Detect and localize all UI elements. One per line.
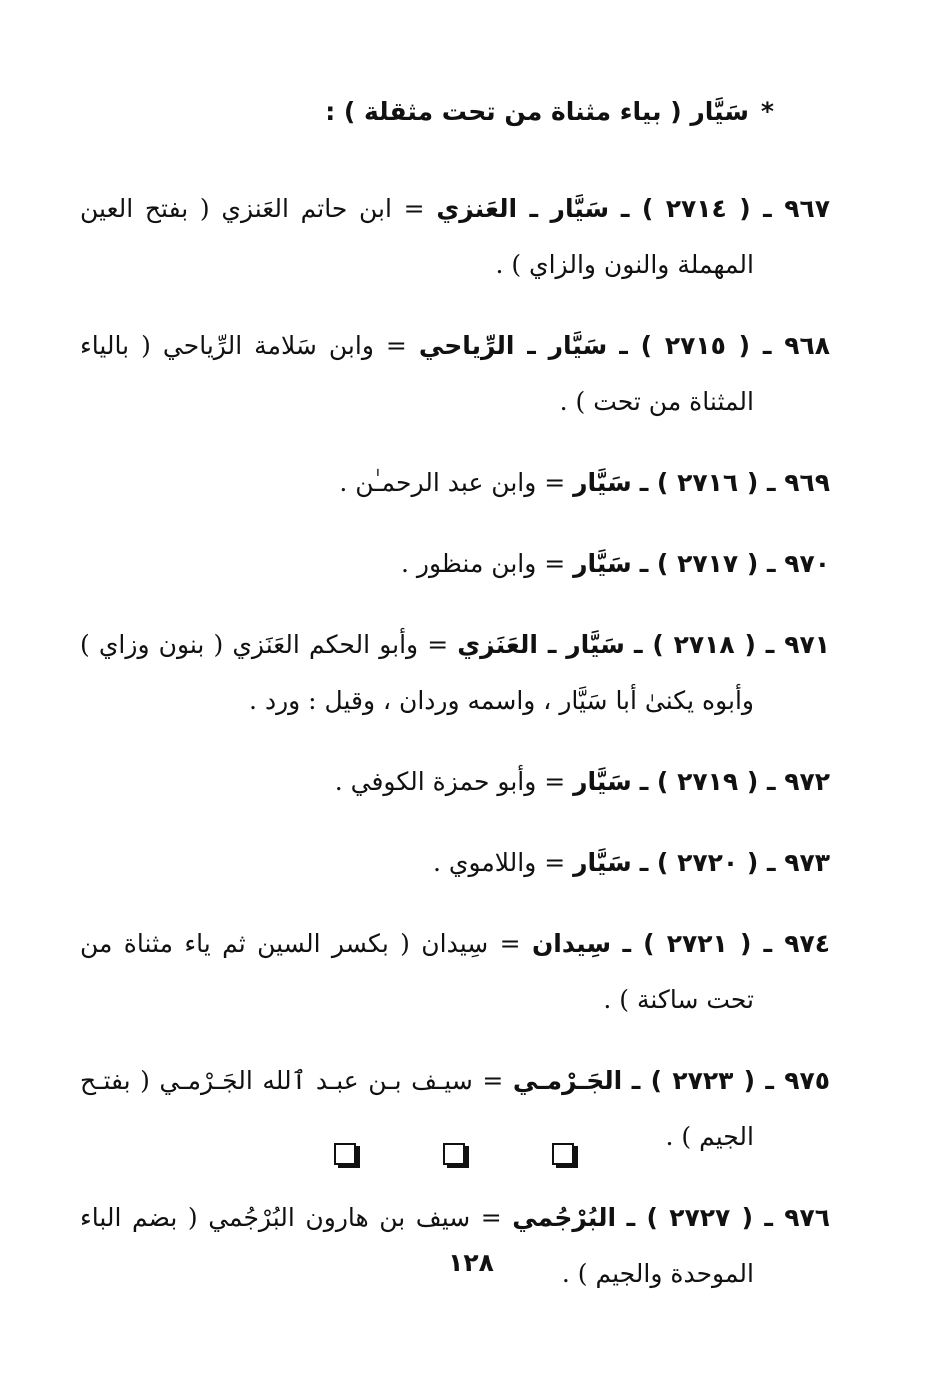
entry-text: = سِيدان ( بكسر السين ثم ياء مثناة من تحت ساكنة ) .	[80, 929, 754, 1014]
entry-number: ٩٧٦ ـ ( ٢٧٢٧ ) ـ	[626, 1203, 830, 1232]
entry-973	[80, 835, 830, 891]
page-number: ١٢٨	[448, 1248, 494, 1277]
entry-971	[80, 617, 830, 729]
entry-text: = سيف بن هارون البُرْجُمي ( بضم الباء الموحدة والجيم ) .	[80, 1203, 754, 1288]
entry-name: سَيَّار	[573, 767, 632, 796]
entries-list	[80, 156, 830, 1314]
entry-text: = ابن حاتم العَنزي ( بفتح العين المهملة والنون والزاي ) .	[80, 194, 754, 279]
entry-name: سَيَّار ـ العَنزي	[436, 194, 610, 223]
entry-number: ٩٦٨ ـ ( ٢٧١٥ ) ـ	[619, 331, 830, 360]
entry-number: ٩٧٤ ـ ( ٢٧٢١ ) ـ	[622, 929, 830, 958]
entry-name: سَيَّار ـ العَنَزي	[457, 630, 625, 659]
box-icon	[334, 1143, 356, 1165]
entry-number: ٩٦٧ ـ ( ٢٧١٤ ) ـ	[620, 194, 830, 223]
entry-969	[80, 455, 830, 511]
entry-967	[80, 181, 830, 293]
box-icon	[443, 1143, 465, 1165]
entry-text: = وأبو الحكم العَنَزي ( بنون وزاي ) وأبوه يكنىٰ أبا سَيَّار ، واسمه وردان ، وقيل : ورد .	[80, 630, 754, 715]
entry-text: = وابن سَلامة الرِّياحي ( بالياء المثناة من تحت ) .	[80, 331, 754, 416]
entry-number: ٩٧٢ ـ ( ٢٧١٩ ) ـ	[639, 767, 830, 796]
section-separator	[334, 1143, 574, 1173]
entry-number: ٩٧٠ ـ ( ٢٧١٧ ) ـ	[639, 549, 830, 578]
entry-name: سَيَّار	[573, 848, 632, 877]
box-icon	[552, 1143, 574, 1165]
entry-text: = واللاموي .	[432, 848, 574, 877]
entry-968	[80, 318, 830, 430]
heading-text: سَيَّار ( بياء مثناة من تحت مثقلة ) :	[325, 97, 749, 126]
entry-name: البُرْجُمي	[512, 1203, 617, 1232]
star-icon: *	[760, 97, 774, 126]
entry-text: = وابن عبد الرحمـٰن .	[339, 468, 574, 497]
entry-name: الجَـرْمـي	[512, 1066, 623, 1095]
entry-number: ٩٦٩ ـ ( ٢٧١٦ ) ـ	[639, 468, 830, 497]
section-heading	[274, 92, 774, 132]
entry-number: ٩٧٣ ـ ( ٢٧٢٠ ) ـ	[639, 848, 830, 877]
entry-number: ٩٧١ ـ ( ٢٧١٨ ) ـ	[633, 630, 830, 659]
entry-name: سَيَّار	[573, 468, 632, 497]
entry-970	[80, 536, 830, 592]
entry-name: سِيدان	[531, 929, 612, 958]
entry-974	[80, 916, 830, 1028]
entry-name: سَيَّار ـ الرِّياحي	[418, 331, 608, 360]
entry-text: = وأبو حمزة الكوفي .	[334, 767, 574, 796]
entry-name: سَيَّار	[573, 549, 632, 578]
entry-number: ٩٧٥ ـ ( ٢٧٢٣ ) ـ	[631, 1066, 830, 1095]
entry-text: = سيـف بـن عبـد ٱلله الجَـرْمـي ( بفتـح الجيم ) .	[80, 1066, 754, 1151]
entry-976	[80, 1190, 830, 1302]
entry-972	[80, 754, 830, 810]
entry-text: = وابن منظور .	[401, 549, 574, 578]
